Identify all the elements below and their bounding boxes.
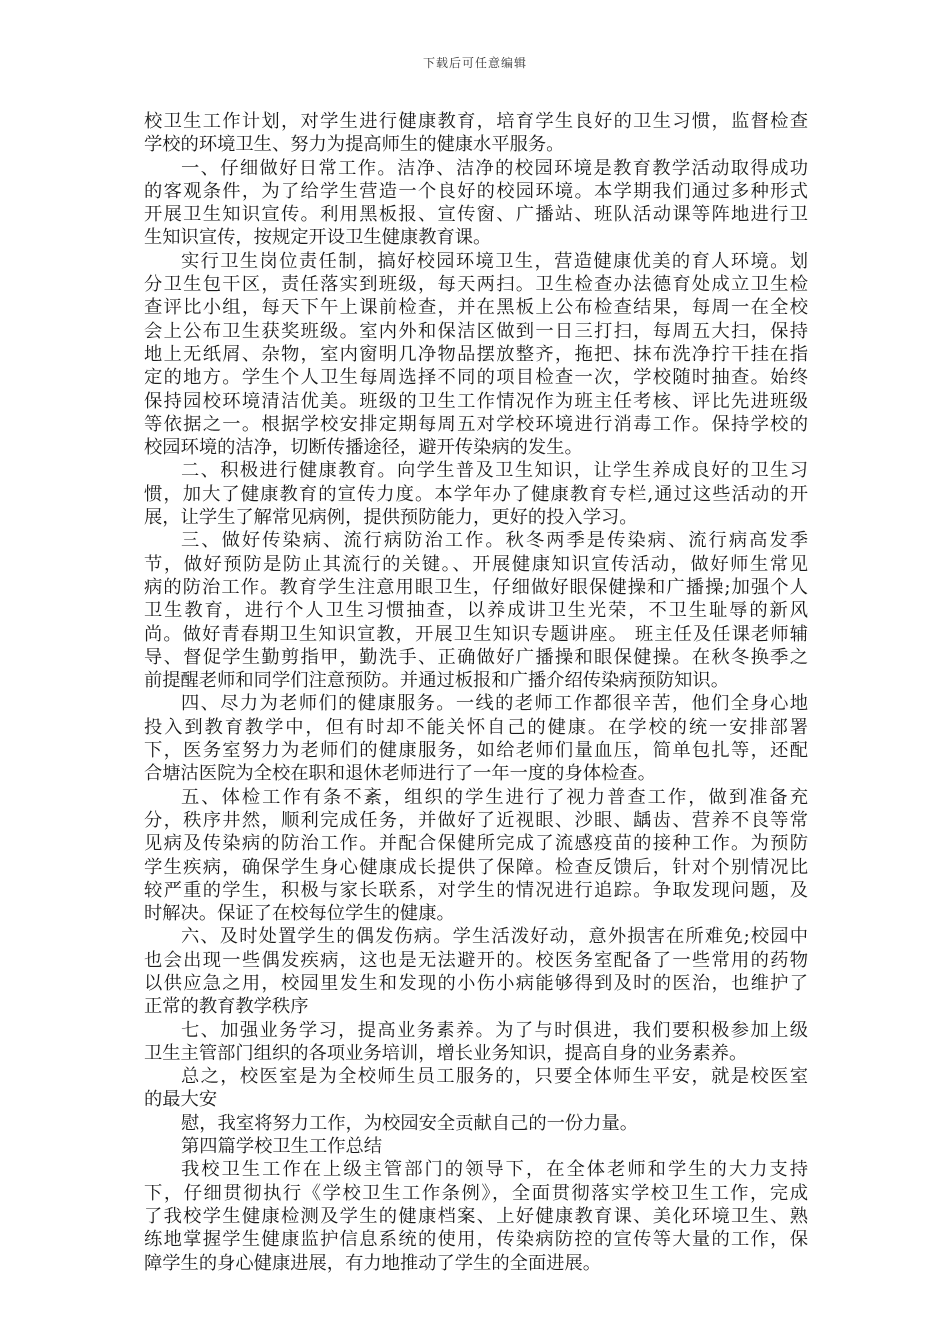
text-line: 分卫生包干区，责任落实到班级，每天两扫。卫生检查办法德育处成立卫生检 <box>144 274 808 296</box>
text-line: 时解决。保证了在校每位学生的健康。 <box>144 903 455 925</box>
document-body <box>144 110 808 1275</box>
text-line: 的最大安 <box>144 1089 218 1111</box>
text-line: 六、及时处置学生的偶发伤病。学生活泼好动，意外损害在所难免;校园中 <box>181 926 808 948</box>
text-line: 卫生教育，进行个人卫生习惯抽查，以养成讲卫生光荣，不卫生耻辱的新风 <box>144 600 808 622</box>
text-line: 我校卫生工作在上级主管部门的领导下，在全体老师和学生的大力支持 <box>181 1159 808 1181</box>
text-line: 学校的环境卫生、努力为提高师生的健康水平服务。 <box>144 134 565 156</box>
text-line: 校卫生工作计划，对学生进行健康教育，培育学生良好的卫生习惯，监督检查 <box>144 111 808 132</box>
text-line: 较严重的学生，积极与家长联系，对学生的情况进行追踪。争取发现问题，及 <box>144 879 808 901</box>
text-line: 下，医务室努力为老师们的健康服务，如给老师们量血压，简单包扎等，还配 <box>144 740 808 762</box>
text-line: 合塘沽医院为全校在职和退休老师进行了一年一度的身体检查。 <box>144 763 656 785</box>
text-line: 七、加强业务学习，提高业务素养。为了与时俱进，我们要积极参加上级 <box>181 1019 808 1041</box>
text-line: 生知识宣传，按规定开设卫生健康教育课。 <box>144 227 492 249</box>
text-line: 见病及传染病的防治工作。并配合保健所完成了流感疫苗的接种工作。为预防 <box>144 833 808 855</box>
text-line: 了我校学生健康检测及学生的健康档案、上好健康教育课、美化环境卫生、熟 <box>144 1205 808 1227</box>
text-line: 练地掌握学生健康监护信息系统的使用，传染病防控的宣传等大量的工作，保 <box>144 1229 808 1251</box>
text-line: 查评比小组，每天下午上课前检查，并在黑板上公布检查结果，每周一在全校 <box>144 297 808 319</box>
text-line: 地上无纸屑、杂物，室内窗明几净物品摆放整齐，拖把、抹布洗净拧干挂在指 <box>144 343 808 365</box>
text-line: 惯，加大了健康教育的宣传力度。本学年办了健康教育专栏,通过这些活动的开 <box>144 483 808 505</box>
text-line: 以供应急之用，校园里发生和发现的小伤小病能够得到及时的医治，也维护了 <box>144 972 808 994</box>
text-line: 一、仔细做好日常工作。洁净、洁净的校园环境是教育教学活动取得成功 <box>181 157 808 179</box>
text-line: 总之，校医室是为全校师生员工服务的，只要全体师生平安，就是校医室 <box>181 1066 808 1088</box>
text-line: 导、督促学生勤剪指甲，勤洗手、正确做好广播操和眼保健操。在秋冬换季之 <box>144 646 808 668</box>
text-line: 学生疾病，确保学生身心健康成长提供了保障。检查反馈后，针对个别情况比 <box>144 856 808 878</box>
text-line: 的客观条件，为了给学生营造一个良好的校园环境。本学期我们通过多种形式 <box>144 180 808 202</box>
text-line: 开展卫生知识宣传。利用黑板报、宣传窗、广播站、班队活动课等阵地进行卫 <box>144 204 808 226</box>
text-line: 下，仔细贯彻执行《学校卫生工作条例》，全面贯彻落实学校卫生工作，完成 <box>144 1182 808 1204</box>
page-header: 下载后可任意编辑 <box>422 56 527 70</box>
text-line: 也会出现一些偶发疾病，这也是无法避开的。校医务室配备了一些常用的药物 <box>144 949 808 971</box>
text-line: 实行卫生岗位责任制，搞好校园环境卫生，营造健康优美的育人环境。划 <box>181 250 808 272</box>
text-line: 慰，我室将努力工作，为校园安全贡献自己的一份力量。 <box>181 1112 639 1134</box>
text-line: 校园环境的洁净，切断传播途径，避开传染病的发生。 <box>144 437 583 459</box>
text-line: 病的防治工作。教育学生注意用眼卫生，仔细做好眼保健操和广播操;加强个人 <box>144 576 808 598</box>
text-line: 障学生的身心健康进展，有力地推动了学生的全面进展。 <box>144 1252 602 1274</box>
text-line: 第四篇学校卫生工作总结 <box>181 1136 383 1158</box>
text-line: 前提醒老师和同学们注意预防。并通过板报和广播介绍传染病预防知识。 <box>144 670 729 692</box>
text-line: 节，做好预防是防止其流行的关键。、开展健康知识宣传活动，做好师生常见 <box>144 553 808 575</box>
text-line: 展，让学生了解常见病例，提供预防能力，更好的投入学习。 <box>144 507 638 529</box>
text-line: 四、尽力为老师们的健康服务。一线的老师工作都很辛苦，他们全身心地 <box>181 693 808 715</box>
text-line: 定的地方。学生个人卫生每周选择不同的项目检查一次，学校随时抽查。始终 <box>144 367 808 389</box>
text-line: 投入到教育教学中，但有时却不能关怀自己的健康。在学校的统一安排部署 <box>144 716 808 738</box>
text-line: 会上公布卫生获奖班级。室内外和保洁区做到一日三打扫，每周五大扫，保持 <box>144 320 808 342</box>
text-line: 三、做好传染病、流行病防治工作。秋冬两季是传染病、流行病高发季 <box>181 530 808 552</box>
text-line: 保持园校环境清洁优美。班级的卫生工作情况作为班主任考核、评比先进班级 <box>144 390 808 412</box>
text-line: 分，秩序井然，顺利完成任务，并做好了近视眼、沙眼、龋齿、营养不良等常 <box>144 809 808 831</box>
text-line: 等依据之一。根据学校安排定期每周五对学校环境进行消毒工作。保持学校的 <box>144 413 808 435</box>
text-line: 正常的教育教学秩序 <box>144 996 309 1018</box>
text-line: 五、体检工作有条不紊，组织的学生进行了视力普查工作，做到准备充 <box>181 786 808 808</box>
text-line: 二、积极进行健康教育。向学生普及卫生知识，让学生养成良好的卫生习 <box>181 460 808 482</box>
text-line: 卫生主管部门组织的各项业务培训，增长业务知识，提高自身的业务素养。 <box>144 1042 748 1064</box>
text-line: 尚。做好青春期卫生知识宣教，开展卫生知识专题讲座。 班主任及任课老师辅 <box>144 623 808 645</box>
